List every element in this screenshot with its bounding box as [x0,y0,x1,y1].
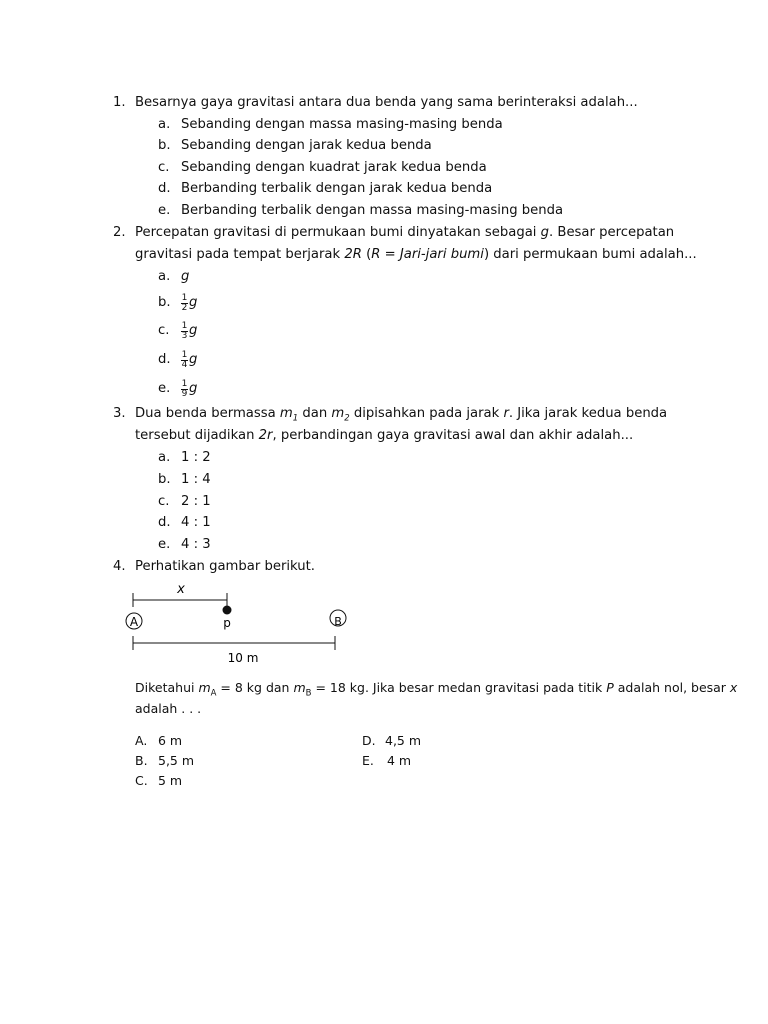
answer-text: 6 m [158,733,183,748]
option-text: $\frac{1}{4}$ g [181,349,198,370]
option-text: Sebanding dengan massa masing-masing benda [181,117,503,132]
x-label: x [177,582,185,597]
answer-letter: C. [135,773,148,788]
option-letter: d. [158,352,171,367]
g-symbol: g [181,269,190,284]
option-letter: c. [158,160,170,175]
option-text: Sebanding dengan jarak kedua benda [181,138,432,153]
answer-letter: D. [362,733,376,748]
fraction: $\frac{1}{9}$ [181,378,188,399]
fraction: $\frac{1}{3}$ [181,320,188,341]
option-text: Sebanding dengan kuadrat jarak kedua benda [181,160,487,175]
option-letter: e. [158,381,171,396]
point-p-dot [223,606,232,615]
option-text: Berbanding terbalik dengan massa masing-masing benda [181,203,564,218]
distance-diagram [0,575,768,665]
option-text: 2 : 1 [181,494,211,509]
question-text: Dua benda bermassa $m_1$ dan $m_2$ dipisahkan pada jarak r. Jika jarak kedua benda [135,406,668,424]
fraction: $\frac{1}{2}$ [181,292,188,313]
option-text: $\frac{1}{9}$ g [181,378,198,399]
option-letter: a. [158,450,171,465]
answer-d [362,733,422,748]
answer-text: 4 m [387,753,412,768]
answer-text: 5,5 m [158,753,195,768]
fraction: $\frac{1}{4}$ [181,349,188,370]
distance-label: 10 m [227,651,259,665]
option-letter: b. [158,472,171,487]
point-a-label: A [129,615,139,629]
question-text: Perhatikan gambar berikut. [135,559,315,574]
question-text: gravitasi pada tempat berjarak 2R (R = Jari-jari bumi) dari permukaan bumi adalah... [135,247,697,262]
answer-a [135,733,183,748]
answer-letter: E. [362,753,374,768]
option-letter: e. [158,537,171,552]
option-letter: c. [158,494,170,509]
point-b-label: B [334,615,342,628]
question-number: 2. [113,225,126,240]
option-letter: c. [158,323,170,338]
option-text: 4 : 1 [181,515,211,530]
option-text: Berbanding terbalik dengan jarak kedua benda [181,181,493,196]
answer-text: 4,5 m [385,733,422,748]
question-text: tersebut dijadikan 2r, perbandingan gaya gravitasi awal dan akhir adalah... [135,428,634,443]
option-letter: a. [158,269,171,284]
option-letter: e. [158,203,171,218]
question-4-paragraph: Diketahui $m_A = 8$ kg dan $m_B = 18$ kg. Jika besar medan gravitasi pada titik P adalah nol, besar x [135,680,738,699]
answer-c [135,773,183,788]
option-text [181,269,189,286]
question-4-paragraph-line-2: adalah . . . [135,701,202,716]
option-letter: b. [158,295,171,310]
option-text: 1 : 4 [181,472,211,487]
option-text: $\frac{1}{2}$ g [181,292,198,313]
option-letter: a. [158,117,171,132]
question-number: 3. [113,406,126,421]
answer-letter: B. [135,753,148,768]
option-letter: d. [158,515,171,530]
option-text: $\frac{1}{3}$ g [181,320,198,341]
question-number: 4. [113,559,126,574]
option-text: 1 : 2 [181,450,211,465]
answer-text: 5 m [158,773,183,788]
answer-b [135,753,195,768]
answer-e [362,753,412,768]
question-number: 1. [113,95,126,110]
option-text: 4 : 3 [181,537,211,552]
question-text: Percepatan gravitasi di permukaan bumi dinyatakan sebagai g. Besar percepatan [135,225,675,240]
option-letter: d. [158,181,171,196]
option-letter: b. [158,138,171,153]
point-p-label: p [223,616,231,630]
question-text: Besarnya gaya gravitasi antara dua benda yang sama berinteraksi adalah... [135,95,638,110]
answer-letter: A. [135,733,148,748]
